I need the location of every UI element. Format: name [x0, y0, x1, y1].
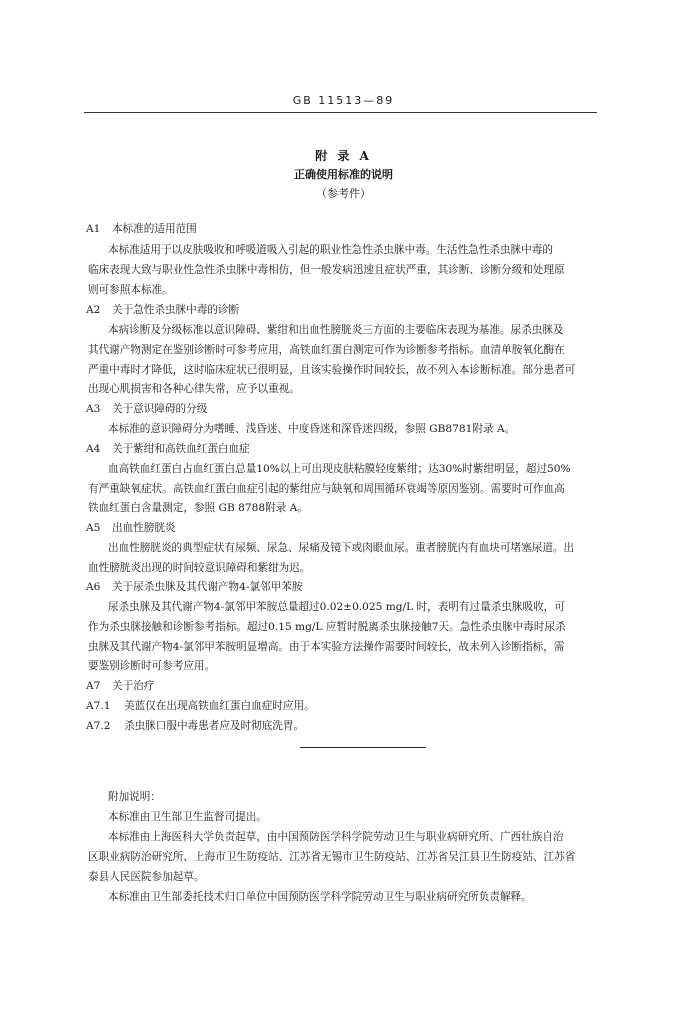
paragraph-line: 本标准的意识障碍分为嗜睡、浅昏迷、中度昏迷和深昏迷四级，参照 GB8781附录 A。: [108, 423, 516, 435]
item-text: 杀虫脒口服中毒患者应及时彻底洗胃。: [124, 720, 305, 732]
separator-rule: [300, 747, 426, 748]
additional-line: 区职业病防治研究所、上海市卫生防疫站、江苏省无锡市卫生防疫站、江苏省吴江县卫生防疫站、江苏省: [88, 851, 576, 863]
appendix-subtitle: 正确使用标准的说明: [294, 168, 393, 181]
additional-line: 本标准由卫生部卫生监督司提出。: [108, 811, 267, 823]
header-rule: [84, 112, 597, 113]
paragraph-line: 临床表现大致与职业性急性杀虫脒中毒相仿，但一般发病迅速且症状严重，其诊断、诊断分级和处理原: [88, 264, 565, 276]
additional-line: 本标准由上海医科大学负责起草，由中国预防医学科学院劳动卫生与职业病研究所、广西壮族自治: [108, 831, 564, 843]
list-item-a7-1: [86, 699, 626, 713]
paragraph-line: 铁血红蛋白含量测定，参照 GB 8788附录 A。: [88, 502, 308, 514]
additional-line: 泰县人民医院参加起草。: [88, 871, 205, 883]
paragraph-line: 尿杀虫脒及其代谢产物4-氯邻甲苯胺总量超过0.02±0.025 mg/L 时，表明有过量杀虫脒吸收，可: [108, 601, 565, 613]
list-item-a7-2: [86, 719, 626, 733]
section-title: 关于尿杀虫脒及其代谢产物4-氯邻甲苯胺: [112, 581, 303, 593]
section-id: A1: [86, 223, 101, 235]
appendix-title: 附 录 A: [315, 149, 372, 163]
paragraph-line: 出血性膀胱炎的典型症状有尿频、尿急、尿痛及镜下或肉眼血尿。重者膀胱内有血块可堵塞尿道。出: [108, 542, 575, 554]
section-title: 关于治疗: [112, 680, 155, 692]
section-heading-a2: [86, 303, 626, 317]
section-id: A2: [86, 304, 101, 316]
paragraph-line: 血高铁血红蛋白占血红蛋白总量10%以上可出现皮肤粘膜轻度紫绀；达30%时紫绀明显，超过50%: [108, 463, 571, 475]
item-id: A7.1: [86, 700, 111, 712]
section-title: 出血性膀胱炎: [112, 522, 176, 534]
paragraph-line: 本标准适用于以皮肤吸收和呼吸道吸入引起的职业性急性杀虫脒中毒。生活性急性杀虫脒中毒的: [108, 244, 553, 256]
additional-line: 本标准由卫生部委托技术归口单位中国预防医学科学院劳动卫生与职业病研究所负责解释。: [108, 891, 532, 903]
section-id: A6: [86, 581, 101, 593]
paragraph-line: 其代谢产物测定在鉴别诊断时可参考应用，高铁血红蛋白测定可作为诊断参考指标。血清单胺氧化酶在: [88, 344, 565, 356]
paragraph-line: 有严重缺氧症状。高铁血红蛋白血症引起的紫绀应与缺氧和周围循环衰竭等原因鉴别。需要时可作血高: [88, 483, 565, 495]
paragraph-line: 虫脒及其代谢产物4-氯邻甲苯胺明显增高。由于本实验方法操作需要时间较长，故未列入诊断指标，需: [88, 641, 565, 653]
section-id: A3: [86, 403, 101, 415]
section-title: 关于紫绀和高铁血红蛋白血症: [112, 443, 250, 455]
standard-number: GB 11513—89: [292, 94, 395, 107]
paragraph-line: 作为杀虫脒接触和诊断参考指标。超过0.15 mg/L 应暂时脱离杀虫脒接触7天。急性杀虫脒中毒时尿杀: [88, 621, 566, 633]
section-heading-a1: [86, 222, 626, 236]
section-heading-a6: [86, 580, 626, 594]
paragraph-line: 严重中毒时才降低，这时临床症状已很明显，且该实验操作时间较长，故不列入本诊断标准。部分患者可: [88, 364, 576, 376]
section-heading-a7: [86, 679, 626, 693]
section-id: A5: [86, 522, 101, 534]
appendix-note: （参考件）: [316, 187, 371, 200]
section-title: 关于意识障碍的分级: [112, 403, 208, 415]
additional-heading: 附加说明：: [108, 791, 161, 803]
paragraph-line: 要鉴别诊断时可参考应用。: [88, 660, 216, 672]
item-id: A7.2: [86, 720, 111, 732]
section-title: 本标准的适用范围: [112, 223, 197, 235]
item-text: 美蓝仅在出现高铁血红蛋白血症时应用。: [124, 700, 315, 712]
paragraph-line: 则可参照本标准。: [88, 284, 173, 296]
section-title: 关于急性杀虫脒中毒的诊断: [112, 304, 240, 316]
section-id: A7: [86, 680, 101, 692]
paragraph-line: 本病诊断及分级标准以意识障碍、紫绀和出血性膀胱炎三方面的主要临床表现为基准。尿杀虫脒及: [108, 324, 564, 336]
section-heading-a3: [86, 402, 626, 416]
section-heading-a5: [86, 521, 626, 535]
paragraph-line: 出现心肌损害和各种心律失常，应予以重视。: [88, 383, 300, 395]
section-heading-a4: [86, 442, 626, 456]
section-id: A4: [86, 443, 101, 455]
paragraph-line: 血性膀胱炎出现的时间较意识障碍和紫绀为迟。: [88, 562, 311, 574]
